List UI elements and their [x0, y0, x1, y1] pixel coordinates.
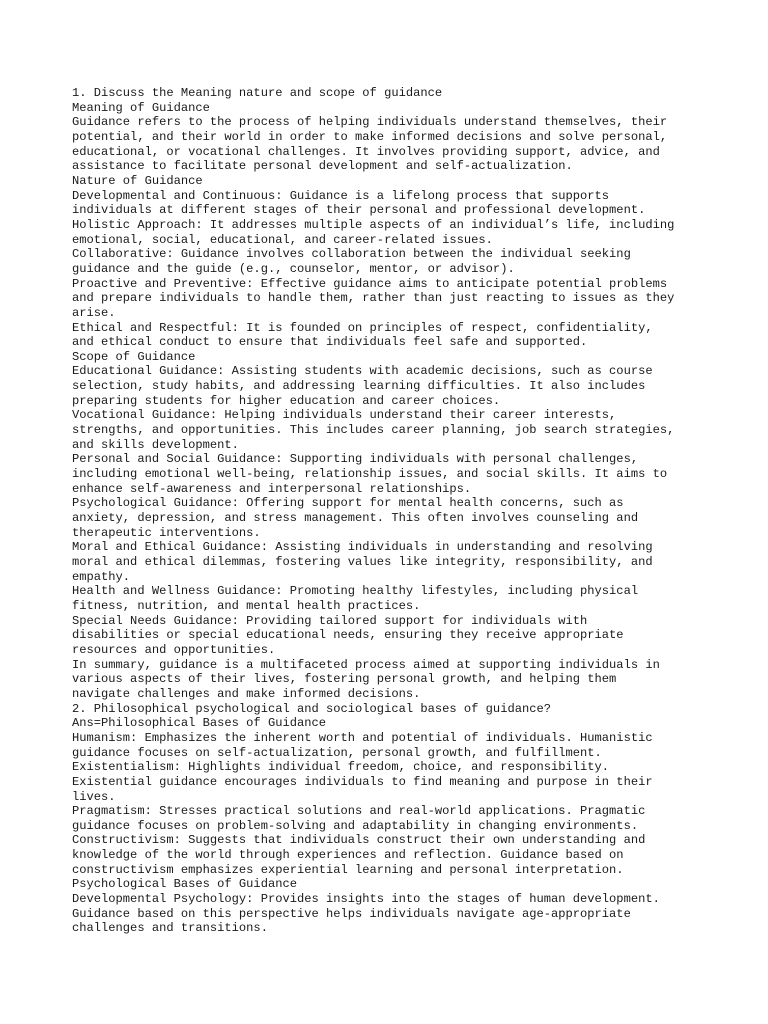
text-line: fitness, nutrition, and mental health practices.	[72, 598, 421, 613]
text-line: Vocational Guidance: Helping individuals understand their career interests,	[72, 408, 617, 423]
text-line: assistance to facilitate personal development and self-actualization.	[72, 159, 573, 174]
text-line: enhance self-awareness and interpersonal relationships.	[72, 481, 472, 496]
text-line: 2. Philosophical psychological and sociological bases of guidance?	[72, 701, 551, 716]
text-line: knowledge of the world through experiences and reflection. Guidance based on	[72, 848, 624, 863]
text-line: Health and Wellness Guidance: Promoting healthy lifestyles, including physical	[72, 584, 639, 599]
text-line: guidance focuses on problem-solving and adaptability in changing environments.	[72, 818, 639, 833]
text-line: therapeutic interventions.	[72, 525, 261, 540]
text-line: Ans=Philosophical Bases of Guidance	[72, 716, 327, 731]
text-line: arise.	[72, 305, 116, 320]
text-line: individuals at different stages of their personal and professional development.	[72, 203, 646, 218]
text-line: empathy.	[72, 569, 131, 584]
text-line: Meaning of Guidance	[72, 100, 210, 115]
text-line: preparing students for higher education and career choices.	[72, 393, 501, 408]
text-line: moral and ethical dilemmas, fostering values like integrity, responsibility, and	[72, 555, 653, 569]
text-line: Educational Guidance: Assisting students with academic decisions, such as course	[72, 364, 653, 379]
text-line: Ethical and Respectful: It is founded on principles of respect, confidentiality,	[72, 320, 653, 335]
text-line: strengths, and opportunities. This includes career planning, job search strategies,	[72, 423, 675, 438]
text-line: Proactive and Preventive: Effective guidance aims to anticipate potential problems	[72, 276, 668, 291]
text-line: resources and opportunities.	[72, 642, 276, 657]
text-line: Constructivism: Suggests that individuals construct their own understanding and	[72, 833, 646, 848]
text-line: Guidance refers to the process of helping individuals understand themselves, their	[72, 115, 668, 130]
text-line: Nature of Guidance	[72, 173, 203, 188]
text-line: guidance and the guide (e.g., counselor, mentor, or advisor).	[72, 261, 515, 276]
text-line: navigate challenges and make informed decisions.	[72, 686, 421, 701]
text-line: guidance focuses on self-actualization, personal growth, and fulfillment.	[72, 745, 602, 760]
text-line: Collaborative: Guidance involves collaboration between the individual seeking	[72, 247, 631, 262]
text-line: Special Needs Guidance: Providing tailored support for individuals with	[72, 613, 588, 628]
text-line: 1. Discuss the Meaning nature and scope of guidance	[72, 86, 443, 100]
text-line: Humanism: Emphasizes the inherent worth and potential of individuals. Humanistic	[72, 730, 653, 745]
text-line: and ethical conduct to ensure that individuals feel safe and supported.	[72, 335, 588, 350]
text-line: anxiety, depression, and stress management. This often involves counseling and	[72, 511, 639, 526]
text-line: Psychological Guidance: Offering support for mental health concerns, such as	[72, 496, 624, 511]
text-line: Developmental and Continuous: Guidance is a lifelong process that supports	[72, 188, 610, 203]
text-line: selection, study habits, and addressing learning difficulties. It also includes	[72, 379, 646, 394]
text-line: Scope of Guidance	[72, 349, 196, 364]
text-line: Developmental Psychology: Provides insights into the stages of human development.	[72, 892, 660, 907]
text-line: Moral and Ethical Guidance: Assisting individuals in understanding and resolving	[72, 540, 653, 555]
text-line: educational, or vocational challenges. It involves providing support, advice, and	[72, 144, 660, 159]
text-line: emotional, social, educational, and career-related issues.	[72, 232, 493, 247]
text-line: Holistic Approach: It addresses multiple aspects of an individual’s life, including	[72, 217, 675, 232]
text-line: various aspects of their lives, fostering personal growth, and helping them	[72, 672, 617, 687]
text-line: and prepare individuals to handle them, rather than just reacting to issues as they	[72, 291, 675, 306]
text-line: lives.	[72, 789, 116, 804]
text-line: disabilities or special educational needs, ensuring they receive appropriate	[72, 628, 624, 643]
text-line: Existential guidance encourages individuals to find meaning and purpose in their	[72, 774, 653, 789]
text-line: potential, and their world in order to make informed decisions and solve personal,	[72, 129, 668, 144]
text-line: Pragmatism: Stresses practical solutions and real-world applications. Pragmatic	[72, 804, 646, 819]
document-page	[72, 86, 708, 936]
text-line: and skills development.	[72, 437, 239, 452]
text-line: Personal and Social Guidance: Supporting individuals with personal challenges,	[72, 452, 639, 467]
text-line: Psychological Bases of Guidance	[72, 877, 297, 892]
text-line: Guidance based on this perspective helps individuals navigate age-appropriate	[72, 906, 631, 921]
text-line: challenges and transitions.	[72, 921, 268, 936]
text-line: constructivism emphasizes experiential learning and personal interpretation.	[72, 862, 624, 877]
text-line: including emotional well-being, relationship issues, and social skills. It aims to	[72, 467, 668, 482]
text-line: In summary, guidance is a multifaceted process aimed at supporting individuals in	[72, 657, 660, 672]
text-line: Existentialism: Highlights individual freedom, choice, and responsibility.	[72, 760, 610, 775]
